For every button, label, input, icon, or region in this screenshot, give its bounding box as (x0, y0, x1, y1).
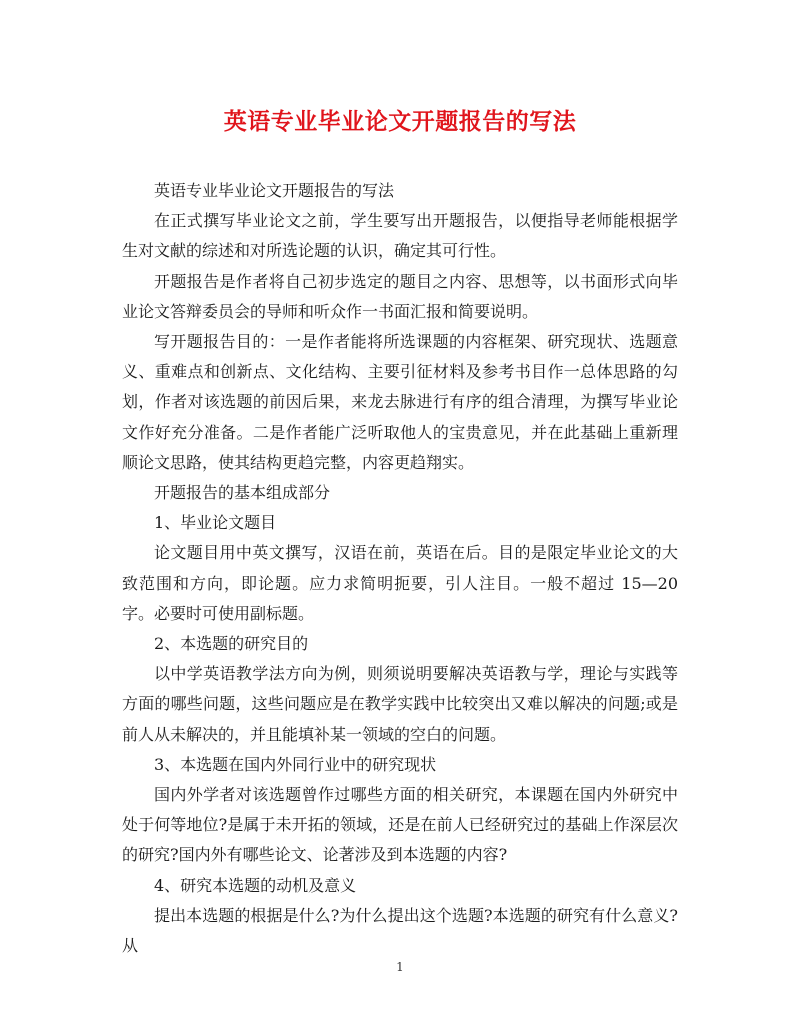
section-heading: 开题报告的基本组成部分 (154, 483, 331, 503)
paragraph: 以中学英语教学法方向为例，则须说明要解决英语教与学，理论与实践等方面的哪些问题，这些问题应是在教学实践中比较突出又难以解决的问题;或是前人从未解决的，并且能填补某一领域的空白的问题。 (122, 664, 678, 744)
paragraph: 提出本选题的根据是什么?为什么提出这个选题?本选题的研究有什么意义?从 (122, 905, 678, 956)
document-body (122, 176, 678, 961)
paragraph: 写开题报告目的：一是作者能将所选课题的内容框架、研究现状、选题意义、重难点和创新点、文化结构、主要引征材料及参考书目作一总体思路的勾划，作者对该选题的前因后果，来龙去脉进行有序的组合清理，为撰写毕业论文作好充分准备。二是作者能广泛听取他人的宝贵意见，并在此基础上重新理顺论文思路，使其结构更趋完整，内容更趋翔实。 (122, 332, 678, 472)
paragraph: 英语专业毕业论文开题报告的写法 (154, 181, 395, 200)
section-heading: 3、本选题在国内外同行业中的研究现状 (154, 754, 437, 774)
section-heading: 2、本选题的研究目的 (154, 634, 309, 654)
paragraph: 在正式撰写毕业论文之前，学生要写出开题报告，以便指导老师能根据学生对文献的综述和对所选论题的认识，确定其可行性。 (122, 211, 678, 261)
paragraph: 论文题目用中英文撰写，汉语在前，英语在后。目的是限定毕业论文的大致范围和方向，即论题。应力求简明扼要，引人注目。一般不超过 15—20 字。必要时可使用副标题。 (122, 543, 678, 623)
paragraph: 国内外学者对该选题曾作过哪些方面的相关研究，本课题在国内外研究中处于何等地位?是属于未开拓的领域，还是在前人已经研究过的基础上作深层次的研究?国内外有哪些论文、论著涉及到本选题的内容? (122, 785, 678, 865)
document-title: 英语专业毕业论文开题报告的写法 (223, 108, 577, 135)
page-number: 1 (396, 960, 404, 974)
paragraph: 开题报告是作者将自己初步选定的题目之内容、思想等，以书面形式向毕业论文答辩委员会的导师和听众作一书面汇报和简要说明。 (122, 271, 678, 321)
section-heading: 1、毕业论文题目 (154, 513, 277, 533)
section-heading: 4、研究本选题的动机及意义 (154, 875, 357, 895)
